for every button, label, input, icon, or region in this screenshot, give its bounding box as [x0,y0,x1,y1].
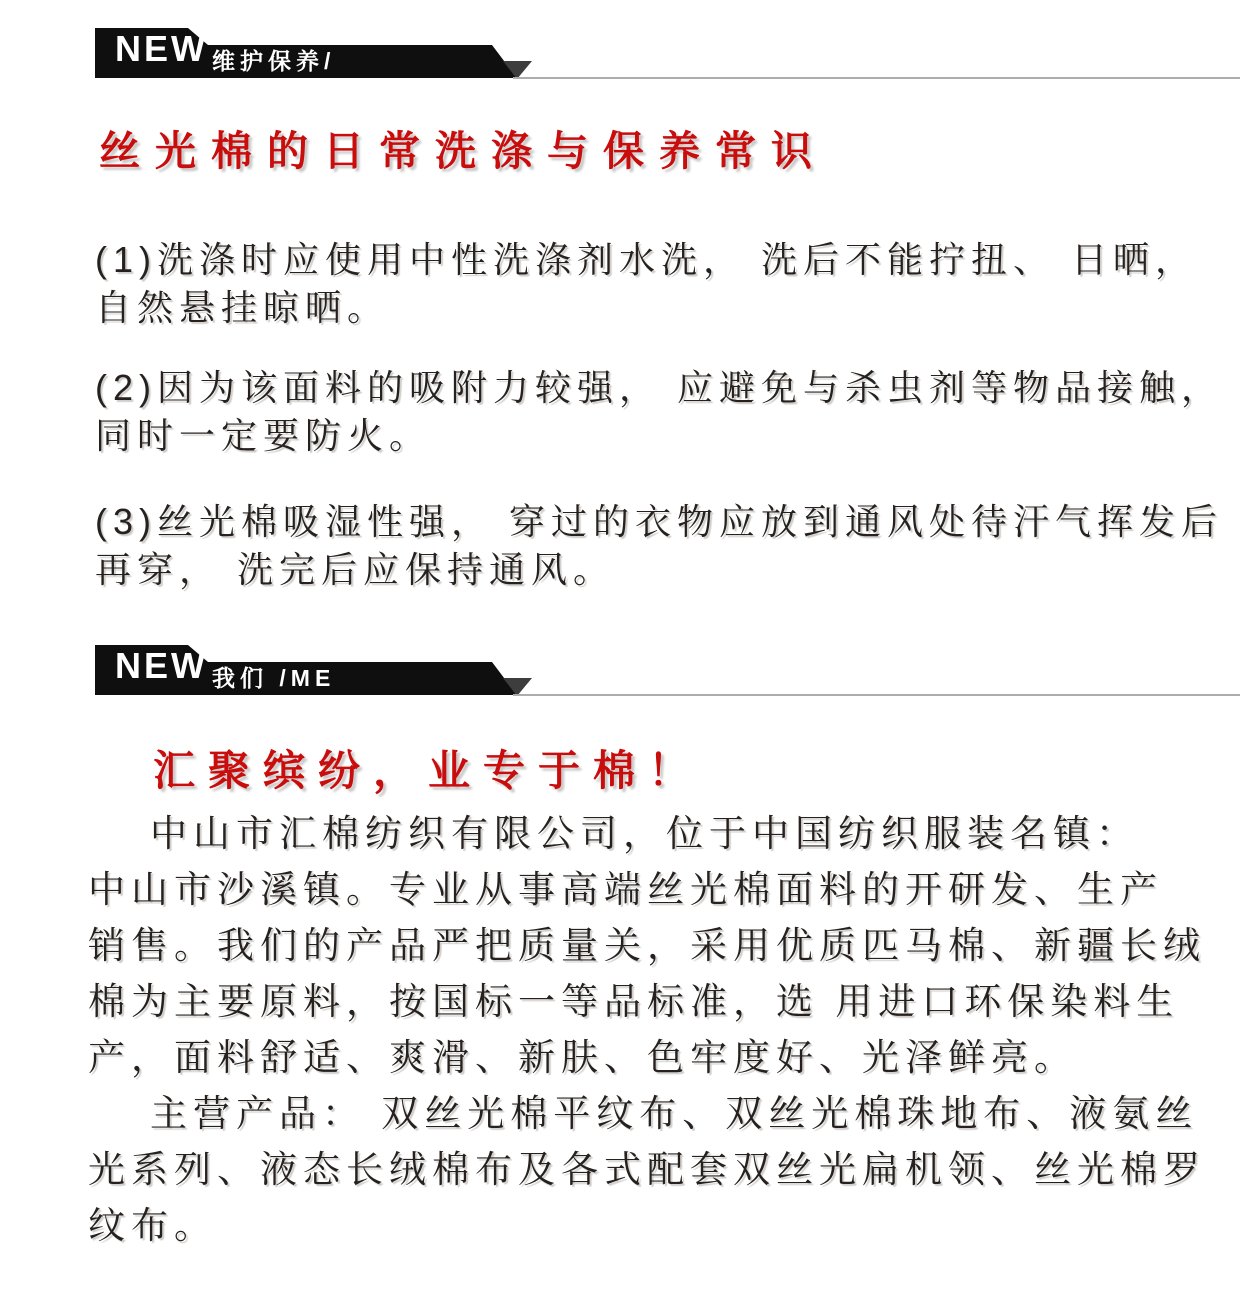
text-line: 销售。我们的产品严把质量关，采用优质匹马棉、新疆长绒 [88,925,1206,966]
company-introduction [88,806,1218,1254]
text-line: 同时一定要防火。 [95,415,432,456]
text-line: 再穿， 洗完后应保持通风。 [95,549,616,590]
care-instruction-1 [95,236,1225,332]
new-badge: NEW [115,28,208,69]
care-instruction-3 [95,498,1225,594]
text-line: 中山市沙溪镇。专业从事高端丝光棉面料的开研发、生产 [88,869,1163,910]
care-section-label: 维护保养/ [212,48,336,74]
text-line: (2)因为该面料的吸附力较强， 应避免与杀虫剂等物品接触， [95,367,1224,408]
text-line: 纹布。 [88,1205,217,1246]
about-section-label: 我们 /ME [212,665,336,691]
text-line: 棉为主要原料，按国标一等品标准，选 用进口环保染料生 [88,981,1180,1022]
about-section-banner [95,641,1240,699]
care-title: 丝光棉的日常洗涤与保养常识 [99,128,827,174]
text-line: (3)丝光棉吸湿性强， 穿过的衣物应放到通风处待汗气挥发后 [95,501,1224,542]
text-line: 自然悬挂晾晒。 [95,287,390,328]
text-line: 光系列、液态长绒棉布及各式配套双丝光扁机领、丝光棉罗 [88,1149,1206,1190]
new-badge: NEW [115,645,208,686]
care-instruction-2 [95,364,1225,460]
text-line: 中山市汇棉纺织有限公司，位于中国纺织服装名镇： [150,813,1139,854]
text-line: (1)洗涤时应使用中性洗涤剂水洗， 洗后不能拧扭、 日晒， [95,239,1198,280]
company-slogan: 汇聚缤纷，业专于棉！ [153,747,704,794]
text-line: 主营产品： 双丝光棉平纹布、双丝光棉珠地布、液氨丝 [150,1093,1199,1134]
text-line: 产，面料舒适、爽滑、新肤、色牢度好、光泽鲜亮。 [88,1037,1077,1078]
care-section-banner [95,24,1240,82]
